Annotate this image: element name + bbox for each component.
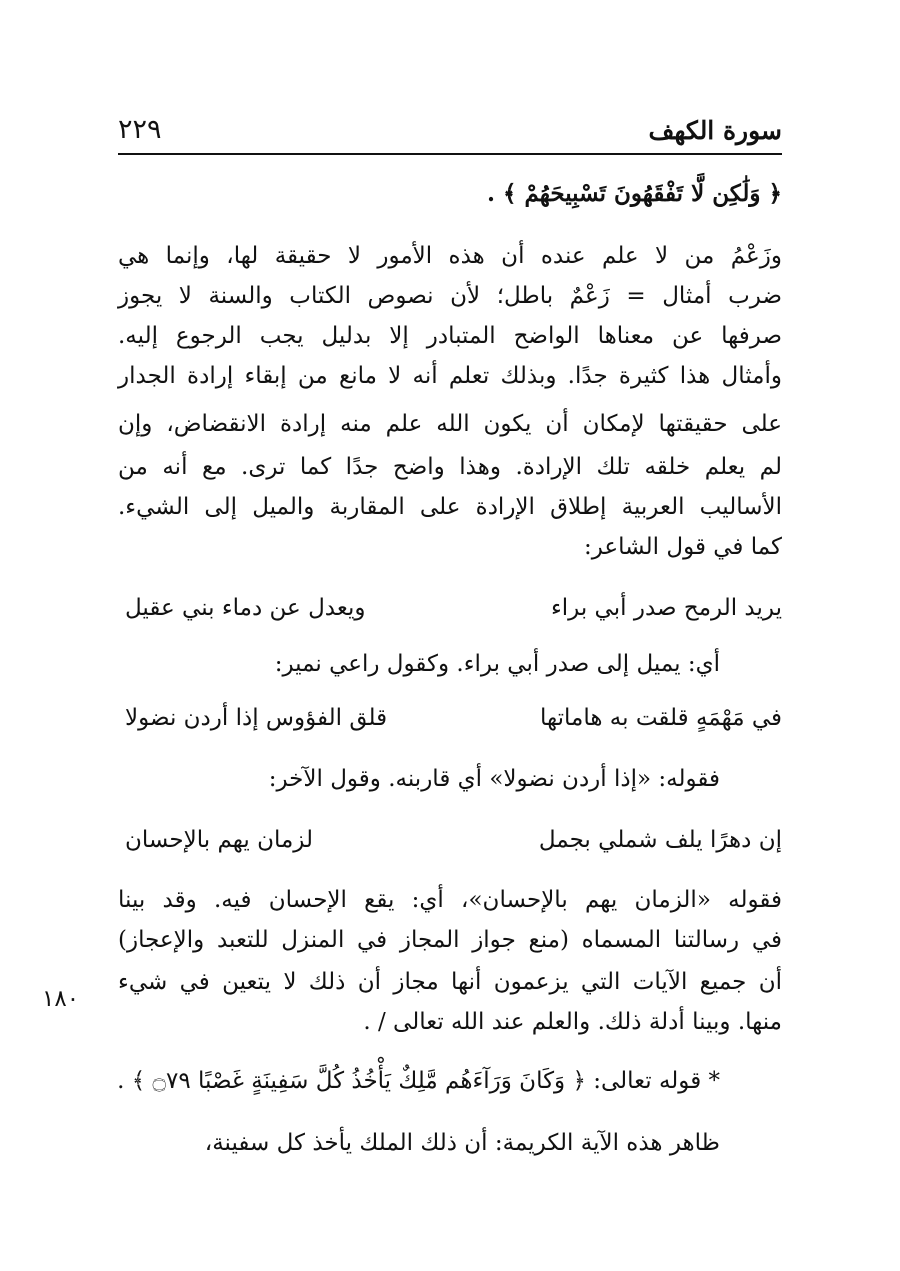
paragraph-line: صرفها عن معناها الواضح المتبادر إلا بدليل يجب الرجوع إليه. — [118, 323, 782, 349]
poem-verse-first: في مَهْمَهٍ قلقت به هاماتها — [540, 705, 782, 731]
paragraph-line: لم يعلم خلقه تلك الإرادة. وهذا واضح جدًا كما ترى. مع أنه من — [118, 454, 782, 480]
paragraph-line: فقوله «الزمان يهم بالإحسان»، أي: يقع الإحسان فيه. وقد بينا — [118, 887, 782, 913]
margin-page-number: ١٨٠ — [42, 986, 80, 1012]
poem-verse-first: يريد الرمح صدر أبي براء — [550, 595, 782, 621]
paragraph-line: الأساليب العربية إطلاق الإرادة على المقاربة والميل إلى الشيء. — [118, 494, 782, 520]
quran-verse-line: * قوله تعالى: ﴿ وَكَانَ وَرَآءَهُم مَّلِكٌ يَأْخُذُ كُلَّ سَفِينَةٍ غَصْبًا ۝٧٩ ﴾ . — [117, 1068, 720, 1094]
page-header — [118, 112, 782, 152]
paragraph-line: وأمثال هذا كثيرة جدًا. وبذلك تعلم أنه لا مانع من إبقاء إرادة الجدار — [118, 363, 782, 389]
paragraph-line: أن جميع الآيات التي يزعمون أنها مجاز أن ذلك لا يتعين في شيء — [118, 969, 782, 995]
paragraph-line: كما في قول الشاعر: — [583, 534, 782, 560]
paragraph-line: على حقيقتها لإمكان أن يكون الله علم منه إرادة الانقضاض، وإن — [118, 411, 782, 437]
poem-verse-second: قلق الفؤوس إذا أردن نضولا — [125, 705, 388, 731]
paragraph-line: في رسالتنا المسماه (منع جواز المجاز في المنزل للتعبد والإعجاز) — [118, 927, 782, 953]
paragraph-line: منها. وبينا أدلة ذلك. والعلم عند الله تعالى / . — [363, 1009, 782, 1035]
paragraph-line: ظاهر هذه الآية الكريمة: أن ذلك الملك يأخذ كل سفينة، — [204, 1130, 720, 1156]
surah-title: سورة الكهف — [648, 116, 782, 145]
page-number: ٢٢٩ — [118, 114, 162, 145]
paragraph-line: ضرب أمثال = زَعْمٌ باطل؛ لأن نصوص الكتاب والسنة لا يجوز — [118, 283, 782, 309]
paragraph-line: وزَعْمُ من لا علم عنده أن هذه الأمور لا حقيقة لها، وإنما هي — [118, 243, 782, 269]
quran-verse-line: ﴿ وَلَٰكِن لَّا تَفْقَهُونَ تَسْبِيحَهُمْ ﴾ . — [486, 180, 782, 207]
paragraph-line: فقوله: «إذا أردن نضولا» أي قاربنه. وقول الآخر: — [268, 766, 720, 792]
poem-verse-second: ويعدل عن دماء بني عقيل — [125, 595, 366, 621]
poem-verse-first: إن دهرًا يلف شملي بجمل — [538, 827, 782, 853]
header-rule — [118, 153, 782, 155]
paragraph-line: أي: يميل إلى صدر أبي براء. وكقول راعي نمير: — [274, 651, 720, 677]
poem-verse-second: لزمان يهم بالإحسان — [125, 827, 314, 853]
